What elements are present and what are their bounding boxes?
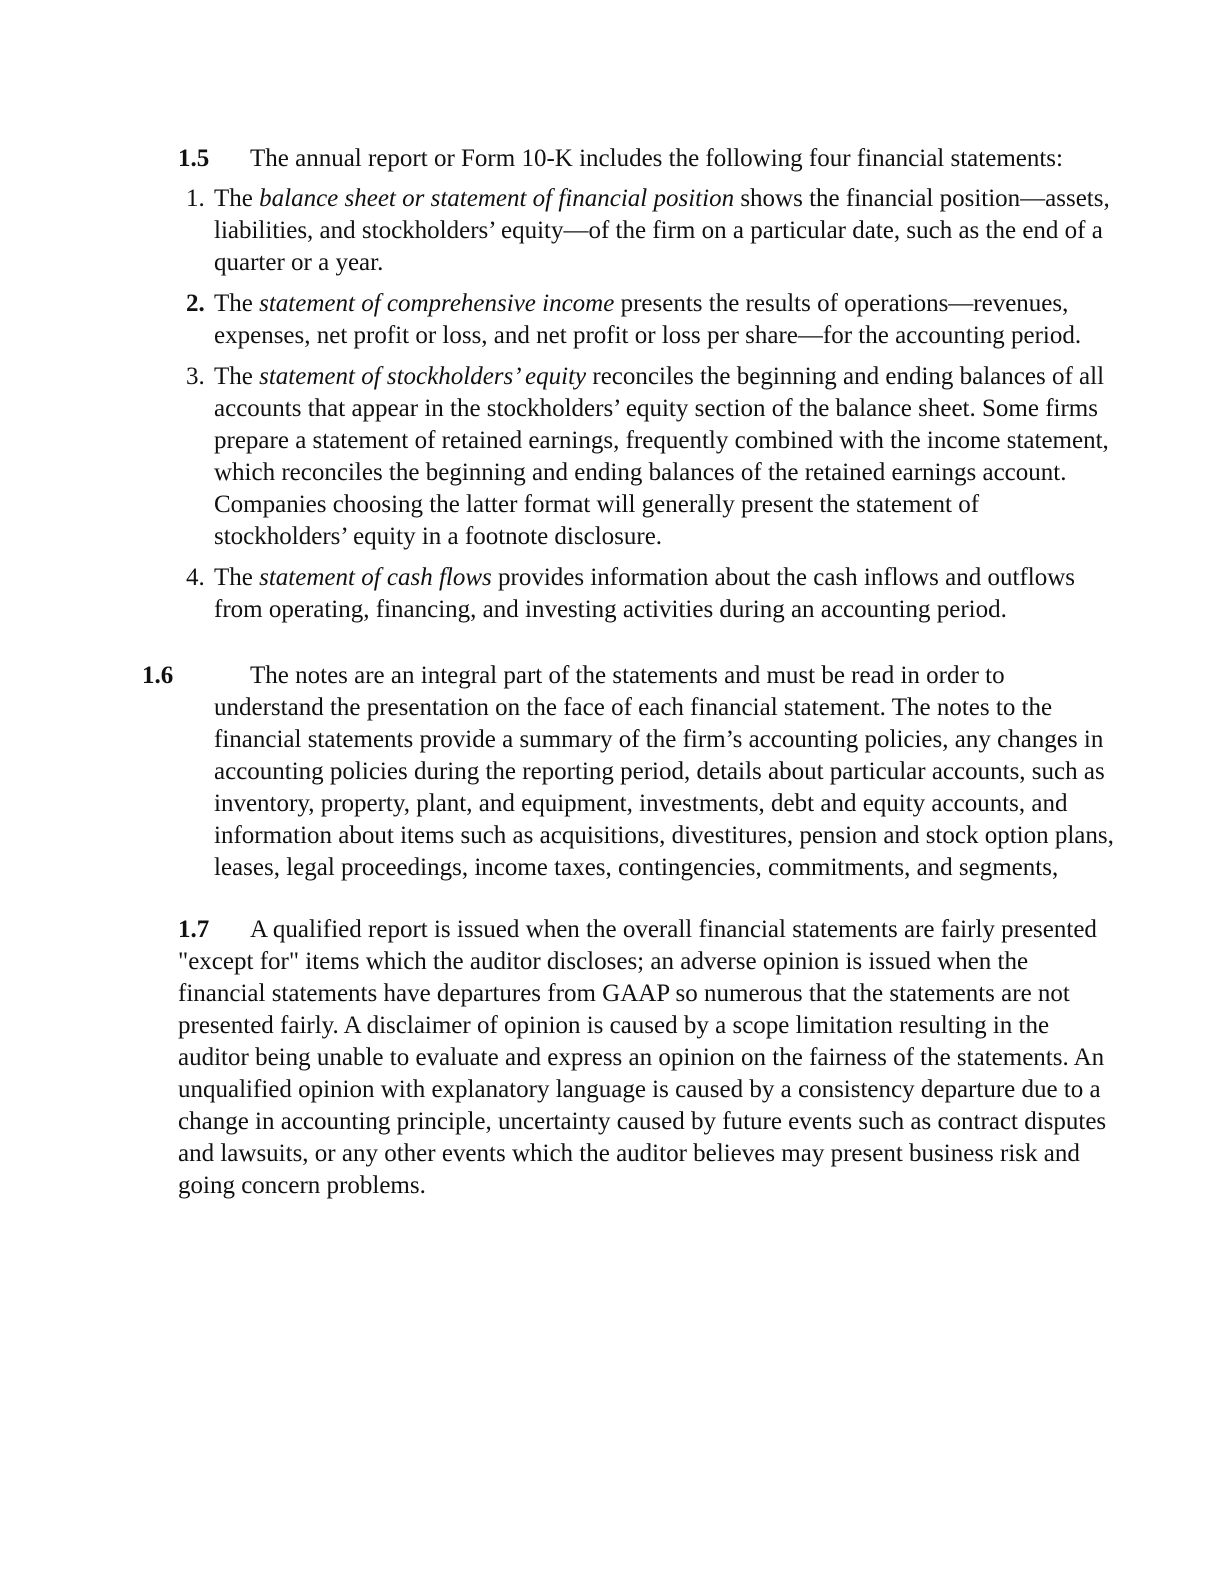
section-1-6 xyxy=(142,660,1118,884)
section-1-6-paragraph xyxy=(142,660,1118,884)
list-item-lead: The xyxy=(214,290,260,317)
list-item xyxy=(178,288,1118,352)
list-item-lead: The xyxy=(214,185,260,212)
list-item-lead: The xyxy=(214,564,260,591)
section-body-text: The notes are an integral part of the statements and must be read in order to understand the presentation on the face of each financial statement. The notes to the financial statements provide a summary of the firm’s accounting policies, any changes in accounting policies during the reporting period, details about particular accounts, such as inventory, property, plant, and equipment, investments, debt and equity accounts, and information about items such as acquisitions, divestitures, pension and stock option plans, leases, legal proceedings, income taxes, contingencies, commitments, and segments, xyxy=(214,662,1114,881)
section-number: 1.6 xyxy=(142,662,174,689)
financial-statements-list xyxy=(178,183,1118,626)
document-page xyxy=(142,143,1118,1202)
list-item-text: presents the results of operations—revenues, expenses, net profit or loss, and net profit or loss per share—for the accounting period. xyxy=(214,290,1082,349)
list-item-text: provides information about the cash inflows and outflows from operating, financing, and investing activities during an accounting period. xyxy=(214,564,1075,623)
section-number: 1.7 xyxy=(178,916,210,943)
list-item-number: 2. xyxy=(186,290,205,317)
list-item-term: statement of stockholders’ equity xyxy=(259,363,587,390)
list-item xyxy=(178,183,1118,279)
list-item xyxy=(178,361,1118,553)
list-item-number: 1. xyxy=(186,185,205,212)
section-1-7-paragraph xyxy=(178,914,1118,1202)
section-body-text: A qualified report is issued when the overall financial statements are fairly presented "except for" items which the auditor discloses; an adverse opinion is issued when the financial statements have departures from GAAP so numerous that the statements are not presented fairly. A disclaimer of opinion is caused by a scope limitation resulting in the auditor being unable to evaluate and express an opinion on the fairness of the statements. An unqualified opinion with explanatory language is caused by a consistency departure due to a change in accounting principle, uncertainty caused by future events such as contract disputes and lawsuits, or any other events which the auditor believes may present business risk and going concern problems. xyxy=(178,916,1107,1199)
list-item-lead: The xyxy=(214,363,260,390)
list-item-number: 3. xyxy=(186,363,205,390)
list-item-text: reconciles the beginning and ending balances of all accounts that appear in the stockholders’ equity section of the balance sheet. Some firms prepare a statement of retained earnings, frequently combined with the income statement, which reconciles the beginning and ending balances of the retained earnings account. Companies choosing the latter format will generally present the statement of stockholders’ equity in a footnote disclosure. xyxy=(214,363,1109,550)
list-item-text: shows the financial position—assets, liabilities, and stockholders’ equity—of the firm on a particular date, such as the end of a quarter or a year. xyxy=(214,185,1110,276)
section-1-7 xyxy=(178,914,1118,1202)
list-item-term: statement of cash flows xyxy=(259,564,492,591)
section-number: 1.5 xyxy=(178,145,210,172)
section-intro-text: The annual report or Form 10-K includes the following four financial statements: xyxy=(250,145,1063,172)
section-1-5 xyxy=(178,143,1118,626)
section-1-5-intro-paragraph xyxy=(178,143,1118,175)
list-item xyxy=(178,562,1118,626)
list-item-term: balance sheet or statement of financial position xyxy=(259,185,735,212)
list-item-number: 4. xyxy=(186,564,205,591)
list-item-term: statement of comprehensive income xyxy=(259,290,615,317)
